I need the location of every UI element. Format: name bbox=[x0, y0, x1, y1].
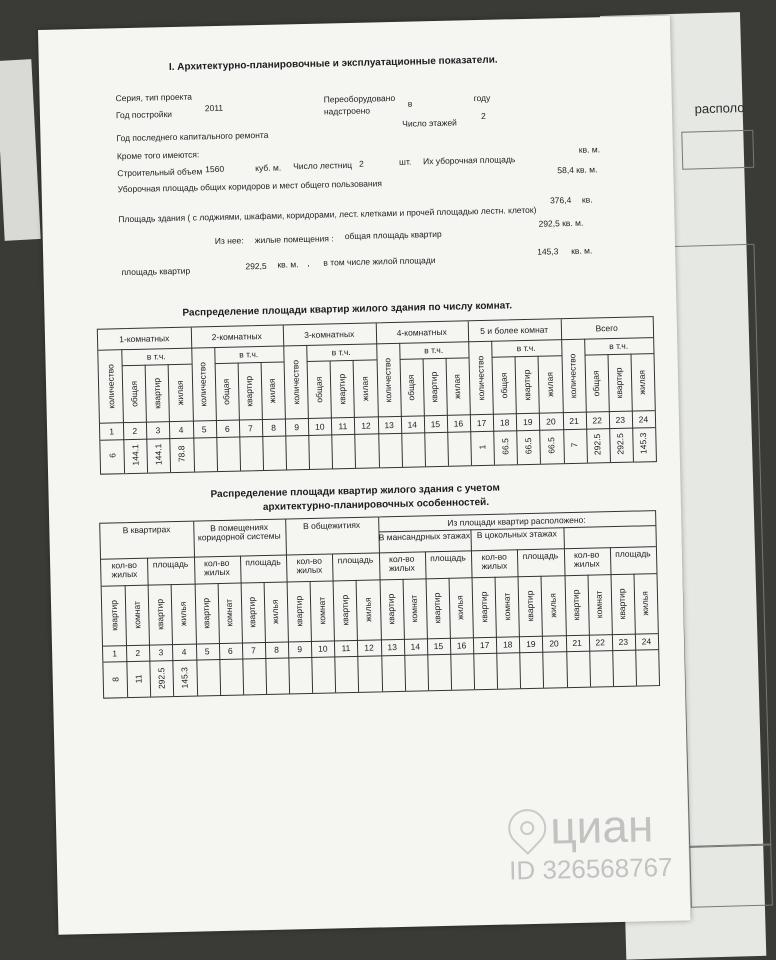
stairs-unit: шт. bbox=[398, 156, 412, 167]
column-header: квартир bbox=[293, 595, 304, 627]
table-line bbox=[147, 558, 151, 697]
background-sheet-text: располо bbox=[694, 100, 745, 117]
table-line bbox=[630, 354, 633, 462]
background-sheet-box bbox=[672, 244, 771, 848]
including-header: в т.ч. bbox=[331, 346, 351, 358]
column-number: 10 bbox=[317, 643, 328, 654]
area-header: площадь bbox=[430, 552, 466, 564]
incl-living-label: в том числе жилой площади bbox=[323, 255, 436, 268]
table-cell: 144.1 bbox=[152, 443, 164, 466]
table-line bbox=[399, 357, 468, 360]
column-number: 18 bbox=[502, 639, 513, 650]
count-header: кол-во жилых bbox=[203, 557, 230, 578]
column-number: 11 bbox=[338, 421, 348, 432]
table-line bbox=[422, 358, 425, 466]
year-word: году bbox=[473, 92, 491, 104]
column-header: жилья bbox=[547, 593, 559, 618]
column-number: 19 bbox=[522, 416, 533, 428]
column-header: квартир bbox=[524, 590, 536, 622]
table-cell: 66.5 bbox=[522, 437, 534, 455]
including-header: в т.ч. bbox=[516, 342, 536, 354]
column-header: количество bbox=[289, 359, 301, 405]
column-number: 16 bbox=[453, 418, 464, 429]
volume-unit: куб. м. bbox=[255, 162, 282, 174]
column-number: 5 bbox=[201, 424, 207, 435]
table-cell: 7 bbox=[569, 442, 580, 448]
area-header: площадь bbox=[245, 556, 281, 568]
room-group-header: 1-комнатных bbox=[119, 333, 170, 345]
column-header: жилая bbox=[174, 379, 186, 405]
besides-label: Кроме того имеются: bbox=[116, 149, 200, 162]
volume-value: 1560 bbox=[205, 163, 225, 175]
table2-top-header: Из площади квартир расположено: bbox=[447, 514, 586, 528]
table2-top-header: В квартирах bbox=[122, 524, 171, 536]
column-number: 6 bbox=[227, 645, 233, 656]
table-cell: 66.5 bbox=[546, 437, 557, 454]
column-header: жилая bbox=[637, 369, 648, 395]
incl-living-value: 145,3 bbox=[537, 246, 559, 257]
table-line bbox=[330, 360, 333, 468]
column-number: 17 bbox=[479, 639, 490, 651]
common-area-value: 58,4 кв. м. bbox=[557, 164, 598, 176]
column-number: 17 bbox=[476, 417, 487, 429]
background-sheet-box bbox=[681, 130, 754, 170]
column-header: жилья bbox=[455, 595, 466, 620]
area-header: площадь bbox=[522, 550, 559, 562]
column-header: квартир bbox=[570, 589, 582, 621]
table-line bbox=[492, 355, 561, 358]
column-header: квартир bbox=[200, 597, 212, 629]
watermark-id: ID 326568767 bbox=[508, 851, 673, 886]
column-number: 15 bbox=[430, 418, 441, 430]
column-number: 4 bbox=[178, 424, 184, 435]
column-number: 9 bbox=[294, 422, 300, 433]
table-cell: 292.5 bbox=[592, 433, 603, 456]
volume-label: Строительный объем bbox=[117, 166, 203, 179]
table-line bbox=[285, 519, 290, 693]
table-line bbox=[468, 321, 472, 465]
column-header: общая bbox=[128, 380, 139, 407]
column-header: квартир bbox=[339, 594, 351, 626]
room-group-header: Всего bbox=[595, 322, 618, 334]
stairs-label: Число лестниц bbox=[293, 159, 353, 172]
table-line bbox=[353, 360, 356, 468]
table-line bbox=[217, 583, 221, 695]
column-number: 14 bbox=[410, 641, 421, 652]
table-line bbox=[356, 580, 360, 692]
including-header: в т.ч. bbox=[424, 344, 444, 356]
total-apt-value: 292,5 кв. м. bbox=[538, 217, 584, 229]
table-cell: 292.5 bbox=[156, 667, 167, 690]
table2-mid-header: В цокольных этажах bbox=[476, 528, 557, 541]
in-word: в bbox=[407, 98, 413, 109]
column-header: количество bbox=[104, 363, 116, 409]
column-number: 15 bbox=[433, 640, 444, 652]
column-number: 21 bbox=[572, 637, 582, 649]
column-header: жилья bbox=[362, 597, 374, 622]
column-number: 11 bbox=[341, 643, 351, 654]
total-apt-label: общая площадь квартир bbox=[344, 228, 442, 242]
series-label: Серия, тип проекта bbox=[115, 91, 193, 104]
column-number: 23 bbox=[615, 414, 626, 425]
table-line bbox=[190, 328, 194, 472]
column-header: жилая bbox=[452, 373, 463, 399]
column-header: общая bbox=[498, 371, 509, 399]
table-line bbox=[214, 347, 218, 471]
column-header: общая bbox=[313, 376, 324, 403]
column-header: количество bbox=[382, 357, 394, 403]
column-number: 14 bbox=[407, 419, 418, 430]
column-header: комнат bbox=[316, 596, 327, 625]
year-built-value: 2011 bbox=[204, 102, 224, 114]
table2-title-line-2: архитектурно-планировочных особенностей. bbox=[262, 496, 490, 514]
features-distribution-table bbox=[99, 510, 660, 699]
from-label: Из нее: bbox=[214, 235, 244, 247]
table-line bbox=[310, 581, 314, 693]
table-line bbox=[607, 354, 610, 462]
apt-area-label: площадь квартир bbox=[121, 265, 191, 278]
table-line bbox=[145, 365, 148, 473]
document-page bbox=[38, 16, 690, 935]
table-line bbox=[283, 326, 287, 470]
room-group-header: 2-комнатных bbox=[211, 331, 262, 343]
column-number: 21 bbox=[569, 415, 579, 427]
table-line bbox=[515, 356, 518, 464]
column-header: квартир bbox=[613, 366, 625, 398]
table-line bbox=[263, 582, 267, 694]
table-line bbox=[168, 364, 171, 472]
table-line bbox=[121, 349, 125, 473]
column-number: 13 bbox=[384, 420, 394, 431]
year-built-label: Год постройки bbox=[115, 108, 173, 121]
column-number: 10 bbox=[314, 421, 325, 432]
table-cell: 292.5 bbox=[615, 433, 626, 455]
table-line bbox=[538, 356, 541, 464]
column-number: 6 bbox=[224, 423, 230, 434]
column-header: жилая bbox=[359, 375, 371, 401]
column-number: 24 bbox=[641, 636, 652, 647]
table2-top-header: В общежитиях bbox=[302, 519, 361, 532]
table-line bbox=[448, 578, 452, 690]
building-area-unit: кв. bbox=[581, 194, 593, 205]
count-header: кол-во жилых bbox=[388, 553, 415, 574]
column-number: 24 bbox=[638, 414, 649, 425]
building-area-value: 376,4 bbox=[549, 194, 572, 206]
cian-logo-icon bbox=[500, 801, 554, 855]
table-line bbox=[517, 549, 521, 688]
count-header: кол-во жилых bbox=[481, 551, 508, 572]
apt-area-unit: кв. м. bbox=[277, 259, 299, 270]
floors-value: 2 bbox=[480, 110, 486, 121]
column-number: 18 bbox=[499, 417, 510, 428]
column-header: комнат bbox=[593, 590, 605, 619]
incl-living-unit: кв. м. bbox=[571, 245, 593, 256]
table-cell: 145.3 bbox=[638, 432, 649, 455]
table-line bbox=[633, 574, 637, 686]
column-number: 20 bbox=[546, 416, 556, 427]
last-repair-label: Год последнего капитального ремонта bbox=[116, 129, 269, 144]
column-number: 3 bbox=[158, 647, 164, 658]
column-header: квартир bbox=[108, 599, 119, 631]
table-line bbox=[560, 319, 564, 463]
column-header: комнат bbox=[131, 601, 143, 629]
table-line bbox=[193, 522, 198, 696]
column-number: 16 bbox=[456, 640, 467, 651]
column-header: общая bbox=[220, 378, 232, 405]
table2-mid-header: В мансандрных этажах bbox=[378, 530, 471, 543]
table-cell: 66.5 bbox=[499, 438, 511, 455]
column-number: 8 bbox=[274, 644, 280, 655]
room-group-header: 3-комнатных bbox=[304, 328, 355, 341]
background-sheet-box bbox=[689, 844, 773, 908]
column-header: квартир bbox=[428, 371, 440, 403]
column-number: 4 bbox=[181, 646, 187, 657]
count-header: кол-во жилых bbox=[296, 555, 323, 576]
column-header: квартир bbox=[336, 373, 348, 405]
column-number: 7 bbox=[250, 645, 256, 656]
table-line bbox=[402, 579, 406, 691]
table-line bbox=[541, 576, 545, 688]
including-header: в т.ч. bbox=[239, 349, 259, 360]
apt-area-separator: , bbox=[307, 257, 310, 268]
column-header: общая bbox=[590, 369, 602, 397]
rooms-distribution-table bbox=[97, 316, 657, 475]
room-group-header: 5 и более комнат bbox=[480, 324, 549, 337]
count-header: кол-во жилых bbox=[111, 559, 138, 580]
column-header: количество bbox=[197, 361, 209, 407]
column-header: квартир bbox=[616, 588, 628, 620]
column-number: 20 bbox=[549, 638, 559, 649]
table-line bbox=[587, 575, 591, 687]
column-header: квартир bbox=[151, 377, 163, 409]
column-header: жилья bbox=[177, 601, 189, 627]
table-cell: 1 bbox=[476, 444, 487, 450]
area-header: площадь bbox=[152, 558, 189, 570]
table-line bbox=[240, 556, 244, 695]
table-line bbox=[378, 517, 383, 691]
column-header: жилая bbox=[544, 371, 556, 397]
column-number: 3 bbox=[155, 425, 161, 436]
table-line bbox=[171, 584, 175, 696]
table-line bbox=[237, 363, 240, 471]
table-cell: 145.3 bbox=[179, 667, 190, 689]
column-number: 23 bbox=[618, 636, 629, 647]
column-header: квартир bbox=[521, 369, 533, 401]
floors-label: Число этажей bbox=[402, 117, 457, 129]
living-label: жилые помещения : bbox=[254, 233, 334, 246]
table-line bbox=[332, 553, 336, 692]
column-header: квартир bbox=[243, 375, 255, 407]
table-cell: 78.8 bbox=[176, 445, 187, 463]
column-number: 5 bbox=[204, 646, 210, 657]
table-cell: 11 bbox=[133, 674, 144, 684]
table-line bbox=[495, 577, 499, 689]
column-number: 7 bbox=[247, 423, 253, 434]
cleaning-label: Их уборочная площадь bbox=[422, 154, 516, 167]
column-number: 22 bbox=[592, 415, 603, 426]
column-header: квартир bbox=[246, 596, 258, 628]
table-line bbox=[307, 359, 376, 362]
table-line bbox=[445, 358, 448, 466]
table-line bbox=[125, 585, 129, 697]
stairs-value: 2 bbox=[359, 158, 364, 169]
column-number: 1 bbox=[109, 426, 115, 437]
including-header: в т.ч. bbox=[609, 340, 629, 352]
column-header: квартир bbox=[154, 598, 166, 630]
column-number: 2 bbox=[132, 425, 138, 436]
column-number: 12 bbox=[361, 420, 371, 431]
table-cell: 144.1 bbox=[129, 444, 141, 466]
building-area-label: Площадь здания ( с лоджиями, шкафами, коридорами, лест. клетками и прочей площадью лестн. клеток) bbox=[118, 204, 537, 225]
column-number: 13 bbox=[387, 642, 398, 653]
column-number: 19 bbox=[526, 638, 536, 650]
column-header: комнат bbox=[408, 594, 420, 623]
column-number: 1 bbox=[112, 648, 118, 659]
table-cell: 6 bbox=[106, 452, 118, 458]
watermark-brand: циан bbox=[549, 799, 654, 854]
rebuilt-label-2: надстроено bbox=[323, 105, 371, 117]
table-line bbox=[584, 353, 653, 356]
column-number: 9 bbox=[297, 644, 303, 655]
area-header: площадь bbox=[615, 548, 651, 560]
column-number: 12 bbox=[364, 642, 374, 653]
including-header: в т.ч. bbox=[146, 351, 166, 362]
table-cell: 8 bbox=[110, 676, 121, 682]
table-line bbox=[306, 345, 310, 469]
section-title: I. Архитектурно-планировочные и эксплуатационные показатели. bbox=[168, 54, 498, 74]
table2-top-header: В помещениях коридорной системы bbox=[197, 521, 281, 543]
column-header: жилая bbox=[267, 377, 278, 403]
table-line bbox=[425, 551, 429, 690]
table2-title-line-1: Распределение площади квартир жилого здания с учетом bbox=[210, 482, 500, 501]
column-number: 22 bbox=[595, 637, 606, 648]
common-area-label: Уборочная площадь общих коридоров и мест общего пользования bbox=[117, 178, 383, 195]
column-header: квартир bbox=[385, 593, 397, 625]
table-line bbox=[260, 362, 263, 470]
table-line bbox=[214, 362, 283, 365]
apt-area-value: 292,5 bbox=[245, 260, 267, 272]
column-header: количество bbox=[567, 353, 579, 398]
table-line bbox=[399, 343, 403, 467]
table-line bbox=[122, 364, 191, 367]
area-header: площадь bbox=[337, 554, 374, 566]
cleaning-unit: кв. м. bbox=[578, 144, 601, 155]
table-line bbox=[375, 323, 379, 467]
table-line bbox=[610, 547, 614, 686]
column-header: комнат bbox=[223, 598, 235, 627]
column-header: квартир bbox=[478, 591, 489, 623]
rebuilt-label-1: Переоборудовано bbox=[323, 92, 396, 105]
column-header: количество bbox=[474, 355, 486, 400]
column-header: квартир bbox=[431, 592, 443, 624]
column-header: жилья bbox=[270, 599, 281, 625]
column-number: 2 bbox=[135, 647, 141, 658]
count-header: кол-во жилых bbox=[573, 549, 600, 570]
table-line bbox=[491, 341, 495, 465]
column-header: жилья bbox=[640, 591, 651, 616]
column-header: комнат bbox=[501, 592, 512, 621]
table-line bbox=[584, 339, 588, 463]
column-number: 8 bbox=[271, 422, 276, 433]
table1-title: Распределение площади квартир жилого здания по числу комнат. bbox=[182, 300, 513, 319]
room-group-header: 4-комнатных bbox=[396, 326, 447, 338]
column-header: общая bbox=[405, 374, 417, 401]
folder-edge bbox=[0, 59, 41, 241]
